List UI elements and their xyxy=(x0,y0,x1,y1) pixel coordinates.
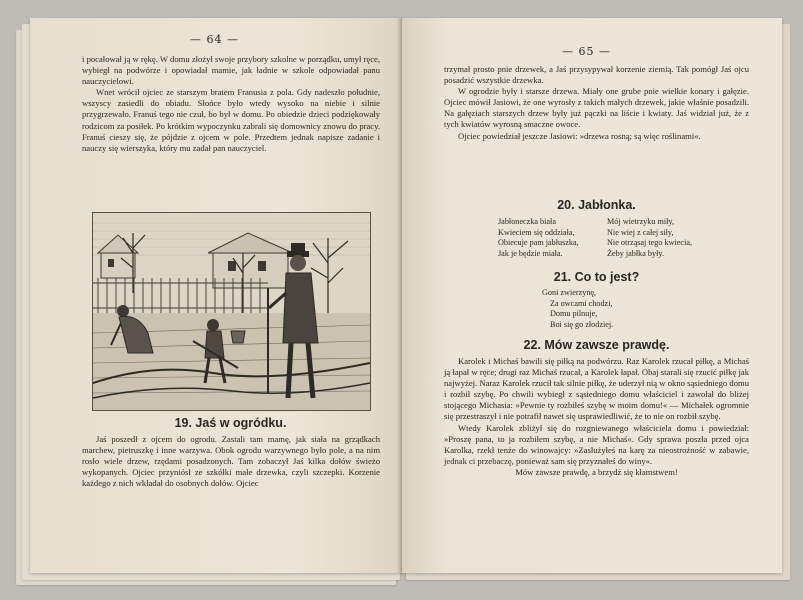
right-page xyxy=(402,18,782,573)
garden-illustration xyxy=(92,212,371,411)
poem-left xyxy=(498,217,579,260)
poem-line: Domu pilnuje, xyxy=(550,309,598,319)
left-top-text xyxy=(82,54,380,154)
section-heading: 19. Jaś w ogródku. xyxy=(174,416,287,430)
paragraph: Jaś poszedł z ojcem do ogrodu. Zastali tam mamę, jak siała na grządkach marchew, pietruszkę i inne warzywa. Obok ogrodu warzywnego było pole, a na nim rosło wiele drzew, rzędami posadzonych. Tam zobaczył Jaś kilka dołów świeżo wykopanych. Ojciec przyniósł ze szkółki małe drzewka, czyli szczepki. Korzenie każdego z nich wkładał do osobnych dołów. Ojciec xyxy=(82,434,380,489)
section-heading: 21. Co to jest? xyxy=(553,270,640,284)
page-number: — 65 — xyxy=(562,45,611,58)
section-heading: 22. Mów zawsze prawdę. xyxy=(523,338,670,352)
page-number: — 64 — xyxy=(190,33,239,46)
right-bottom-text xyxy=(444,356,749,478)
left-page xyxy=(30,18,402,573)
engraving-image xyxy=(93,213,370,410)
paragraph: Mów zawsze prawdę, a brzydź się kłamstwem! xyxy=(515,466,678,477)
poem-line: Żeby jabłka były. xyxy=(607,249,664,259)
paragraph: Ojciec powiedział jeszcze Jasiowi: »drzewa rosną; są więc roślinami«. xyxy=(458,130,701,141)
poem-line: Obiecuje pam jabłuszka, xyxy=(498,238,579,248)
left-bottom-text xyxy=(82,434,380,489)
poem-line: Goni zwierzynę, xyxy=(542,288,597,297)
poem-line: Jabłoneczka biała xyxy=(498,217,556,226)
paragraph: trzymał prosto pnie drzewek, a Jaś przysypywał korzenie ziemią. Tak pomógł Jaś ojcu posadzić wszystkie drzewka. xyxy=(444,64,749,86)
paragraph: Wtedy Karolek zbliżył się do rozgniewanego właściciela domu i powiedział: »Proszę pana, to ja rozbiłem szybę, a nie Michaś«. Gdy sprawa poszła przed ojca Karolka, rzekł tenże do winowajcy: »Zasłużyłeś na karę za nieostrożność w zabawie, jednak ci przebaczę, ponieważ sam się przyznałeś do winy«. xyxy=(444,422,749,466)
paragraph: W ogrodzie były i starsze drzewa. Miały one grube pnie wielkie konary i gałęzie. Ojciec mówił Jasiowi, że one wyrosły z takich małych drzewek, jakie właśnie posadzili. Na gałęziach starszych drzew były już pączki na liście i kwiaty. Jaś widział już, że z tych kwiatów wyrosną smaczne owoce. xyxy=(444,86,749,130)
riddle-poem xyxy=(542,288,613,331)
paragraph: i pocałował ją w rękę. W domu złożył swoje przybory szkolne w porządku, umył ręce, wybiegł na podwórze i opowiadał mamie, jak ładnie w szkole odpowiadał panu nauczycielowi. xyxy=(82,54,380,87)
right-top-text xyxy=(444,64,749,142)
paragraph: Karolek i Michaś bawili się piłką na podwórzu. Raz Karolek rzucał piłkę, a Michaś ją łapał w ręce; drugi raz Michaś rzucał, a Karolek łapał. Obaj starali się rzucić piłkę jak najwyżej. Naraz Karolek rzucił tak silnie piłkę, że uderzył nią w okno sąsiedniego domu i rozbił szybę. Po chwili wybiegł z sąsiedniego domu właściciel i zawołał do bliżej stojącego Michasia: »Pewnie ty rozbiłeś szybę w moim domu!« — Michałek ogromnie się przestraszył i nie potrafił nawet się usprawiedliwić, że to nie on rozbił szybę. xyxy=(444,356,749,422)
poem-line: Kwieciem się oddziała, xyxy=(498,227,575,237)
section-heading: 20. Jabłonka. xyxy=(557,198,636,212)
poem-line: Za owcami chodzi, xyxy=(550,298,613,308)
poem-line: Boi się go złodziej. xyxy=(550,320,614,330)
poem-right xyxy=(607,217,692,260)
poem-line: Mój wietrzyku miły, xyxy=(607,217,675,226)
paragraph: Wnet wrócił ojciec ze starszym bratem Franusia z pola. Gdy nadeszło południe, wszyscy zasiedli do obiadu. Słońce było wtedy wysoko na niebie i silnie przygrzewało. Franuś tego nie czuł, bo był w domu. Po obiedzie dzieci podziękowały rodzicom za posiłek. Po krótkim wypoczynku zabrali się domownicy znowu do pracy. Franuś cieszy się, że pójdzie z ojcem w pole. Przedtem jednak napisze zadanie i nauczy się wierszyka, który mu zadał pan nauczyciel. xyxy=(82,87,380,153)
poem-line: Nie otrząsaj tego kwiecia, xyxy=(607,238,693,248)
poem-line: Jak je będzie miała. xyxy=(498,249,563,259)
poem-line: Nie wiej z całej siły, xyxy=(607,227,674,237)
